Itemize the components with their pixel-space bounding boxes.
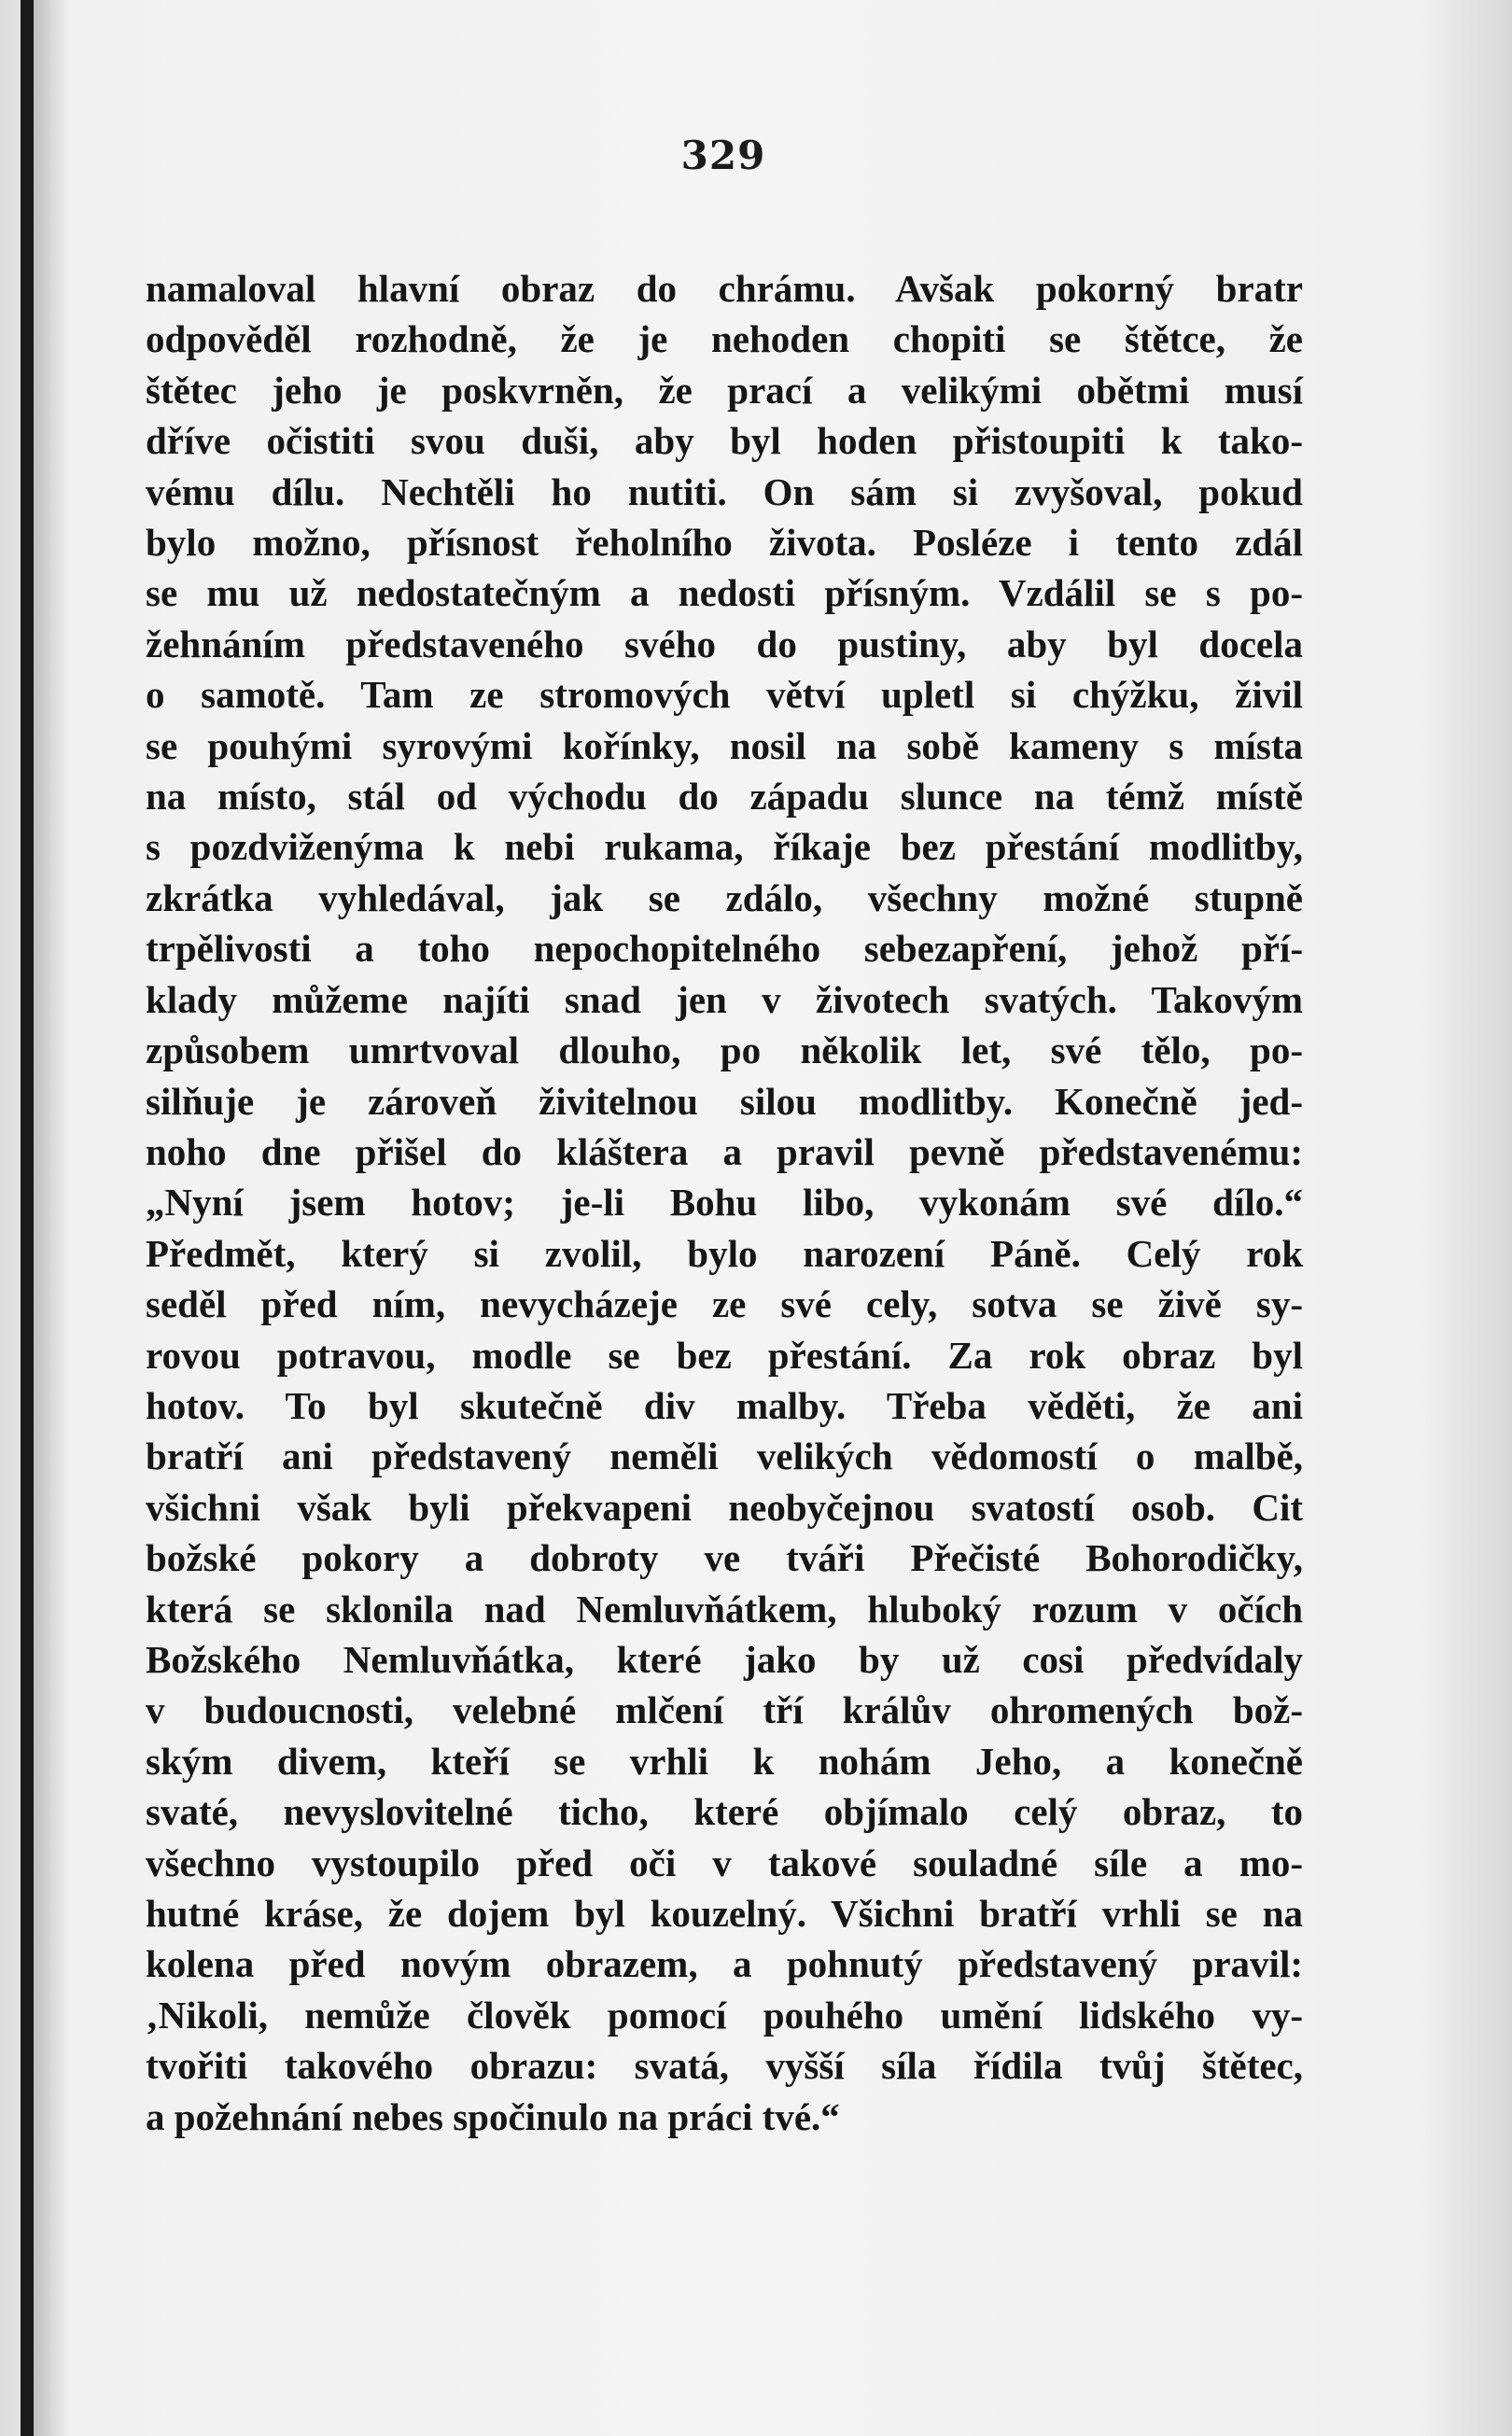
- text-line: hutné kráse, že dojem byl kouzelný. Všichni bratří vrhli se na: [146, 1892, 1303, 1935]
- text-line: seděl před ním, nevycházeje ze své cely, sotva se živě sy-: [146, 1282, 1303, 1326]
- text-line: žehnáním představeného svého do pustiny, aby byl docela: [146, 622, 1303, 665]
- binding-shadow: [34, 0, 71, 2436]
- text-line: božské pokory a dobroty ve tváři Přečisté Bohorodičky,: [146, 1536, 1303, 1580]
- text-line: noho dne přišel do kláštera a pravil pevně představenému:: [146, 1129, 1303, 1173]
- text-line: kolena před novým obrazem, a pohnutý představený pravil:: [146, 1942, 1303, 1986]
- text-line: hotov. To byl skutečně div malby. Třeba věděti, že ani: [146, 1383, 1303, 1427]
- text-line: způsobem umrtvoval dlouho, po několik let, své tělo, po-: [146, 1029, 1303, 1072]
- text-line: zkrátka vyhledával, jak se zdálo, všechny možné stupně: [146, 875, 1303, 919]
- text-line: vému dílu. Nechtěli ho nutiti. On sám si zvyšoval, pokud: [146, 469, 1303, 513]
- text-line: se pouhými syrovými kořínky, nosil na sobě kameny s místa: [146, 723, 1303, 767]
- text-line: ‚Nikoli, nemůže člověk pomocí pouhého umění lidského vy-: [146, 1993, 1303, 2037]
- text-line: trpělivosti a toho nepochopitelného sebezapření, jehož pří-: [146, 927, 1303, 971]
- text-line: Předmět, který si zvolil, bylo narození Páně. Celý rok: [146, 1231, 1303, 1275]
- text-line: „Nyní jsem hotov; je-li Bohu libo, vykonám své dílo.“: [146, 1181, 1303, 1225]
- text-line: Božského Nemluvňátka, které jako by už cosi předvídaly: [146, 1637, 1303, 1681]
- text-line: štětec jeho je poskvrněn, že prací a velikými obětmi musí: [146, 368, 1303, 412]
- text-line: v budoucnosti, velebné mlčení tří králův ohromených bož-: [146, 1688, 1303, 1732]
- text-line: bratří ani představený neměli velikých vědomostí o malbě,: [146, 1435, 1303, 1478]
- text-line: všichni však byli překvapeni neobyčejnou svatostí osob. Cit: [146, 1485, 1303, 1529]
- text-line: odpověděl rozhodně, že je nehoden chopiti se štětce, že: [146, 317, 1303, 361]
- binding-edge: [21, 0, 34, 2436]
- text-line: klady můžeme najíti snad jen v životech svatých. Takovým: [146, 977, 1303, 1021]
- text-line-last: a požehnání nebes spočinulo na práci tvé.“: [146, 2094, 840, 2138]
- text-line: se mu už nedostatečným a nedosti přísným. Vzdálil se s po-: [146, 571, 1303, 615]
- text-line: rovou potravou, modle se bez přestání. Za rok obraz byl: [146, 1333, 1303, 1377]
- text-line: svaté, nevyslovitelné ticho, které objímalo celý obraz, to: [146, 1790, 1303, 1834]
- text-line: s pozdviženýma k nebi rukama, říkaje bez přestání modlitby,: [146, 825, 1303, 869]
- page-number: 329: [680, 133, 766, 178]
- text-line: která se sklonila nad Nemluvňátkem, hluboký rozum v očích: [146, 1587, 1303, 1631]
- text-line: dříve očistiti svou duši, aby byl hoden přistoupiti k tako-: [146, 419, 1303, 463]
- text-line: o samotě. Tam ze stromových větví upletl si chýžku, živil: [146, 673, 1303, 717]
- text-line: bylo možno, přísnost řeholního života. Posléze i tento zdál: [146, 521, 1303, 565]
- body-text: [146, 263, 1303, 2142]
- text-line: namaloval hlavní obraz do chrámu. Avšak pokorný bratr: [146, 267, 1303, 310]
- text-line: tvořiti takového obrazu: svatá, vyšší síla řídila tvůj štětec,: [146, 2044, 1303, 2088]
- text-line: všechno vystoupilo před oči v takové souladné síle a mo-: [146, 1841, 1303, 1884]
- text-line: silňuje je zároveň živitelnou silou modlitby. Konečně jed-: [146, 1079, 1303, 1123]
- text-line: ským divem, kteří se vrhli k nohám Jeho, a konečně: [146, 1739, 1303, 1783]
- text-line: na místo, stál od východu do západu slunce na témž místě: [146, 775, 1303, 819]
